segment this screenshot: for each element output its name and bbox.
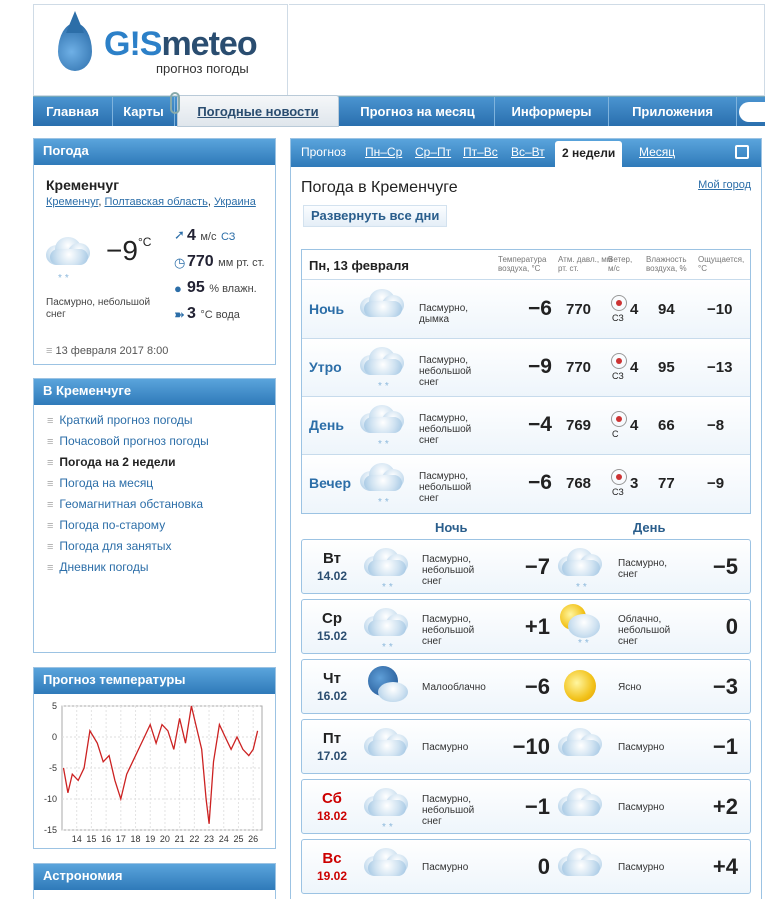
nav-home[interactable]: Главная	[33, 97, 113, 126]
breadcrumb-region[interactable]: Полтавская область	[104, 196, 208, 208]
panel-title: Погода	[34, 139, 275, 165]
day-description: Ясно	[618, 682, 642, 693]
day-temp: +4	[712, 854, 738, 879]
day-column-label: День	[633, 520, 666, 535]
cloud-icon	[360, 289, 404, 319]
today-row[interactable]	[302, 397, 750, 455]
today-header	[302, 250, 750, 280]
chart-x-tick-label: 21	[174, 834, 185, 844]
menu-hourly-forecast[interactable]: ≡ Почасовой прогноз погоды	[47, 434, 209, 448]
night-description: Малооблачно	[422, 682, 486, 693]
period-name: Утро	[309, 359, 342, 375]
night-temp: −7	[524, 554, 550, 579]
day-date: 16.02	[316, 689, 348, 703]
my-city-link[interactable]: Мой город	[698, 179, 751, 191]
day-weekday: Чт	[323, 670, 341, 687]
current-description: Пасмурно, небольшой снег	[46, 297, 151, 320]
cloud-snow-icon: **	[360, 405, 404, 435]
period-humidity: 66	[658, 417, 675, 434]
water-drop-icon: ●	[174, 281, 182, 296]
nav-weather-news-label: Погодные новости	[197, 104, 319, 119]
night-temp: −1	[524, 794, 550, 819]
forecast-main	[290, 138, 762, 899]
period-wind-speed: 4	[630, 301, 639, 318]
tab-mon-wed[interactable]: Пн–Ср	[365, 145, 403, 159]
cloud-snow-icon: **	[364, 608, 408, 638]
logo-box[interactable]	[33, 4, 288, 96]
night-description: Пасмурно, небольшой снег	[422, 554, 475, 587]
cloud-snow-icon: **	[364, 548, 408, 578]
day-row[interactable]	[301, 539, 751, 594]
main-nav	[33, 96, 765, 126]
chart-y-tick-label: -5	[48, 763, 57, 773]
today-row[interactable]	[302, 339, 750, 397]
current-humidity: 95 % влажн.	[187, 279, 257, 296]
period-wind-dir: С	[612, 429, 619, 439]
forecast-tabs	[291, 139, 761, 167]
today-block	[301, 249, 751, 514]
period-temp: −6	[528, 297, 552, 320]
period-wind-dir: СЗ	[612, 313, 624, 323]
day-weekday: Пт	[322, 730, 342, 747]
banner-area	[289, 4, 765, 96]
menu-diary[interactable]: ≡ Дневник погоды	[47, 560, 148, 574]
day-weekday: Сб	[322, 790, 342, 807]
day-description: Пасмурно	[618, 802, 665, 813]
chart-x-tick-label: 14	[71, 834, 82, 844]
chart-x-tick-label: 19	[145, 834, 156, 844]
day-temp: 0	[725, 614, 738, 639]
period-description: Пасмурно, небольшой снег	[419, 355, 472, 388]
period-name: Ночь	[309, 301, 345, 317]
night-temp: −6	[524, 674, 550, 699]
day-temp: +2	[712, 794, 738, 819]
breadcrumb-country[interactable]: Украина	[213, 196, 256, 208]
city-menu-panel	[33, 378, 276, 653]
wind-direction-icon	[611, 353, 627, 369]
chart-y-tick-label: -15	[43, 825, 57, 835]
fish-icon: ➽	[174, 307, 185, 322]
period-feels-like: −10	[707, 301, 733, 318]
period-wind-dir: СЗ	[612, 371, 624, 381]
period-temp: −9	[528, 355, 552, 378]
wind-direction-icon	[611, 411, 627, 427]
period-wind-speed: 4	[630, 417, 639, 434]
tab-month[interactable]: Месяц	[639, 145, 676, 159]
cloud-snow-icon: **	[364, 788, 408, 818]
night-temp: +1	[524, 614, 550, 639]
night-description: Пасмурно	[422, 742, 469, 753]
current-water-temp: 3 °С вода	[187, 305, 240, 322]
day-date: 14.02	[316, 569, 348, 583]
menu-two-weeks[interactable]: ≡ Погода на 2 недели	[47, 455, 176, 469]
period-feels-like: −8	[707, 417, 725, 434]
today-row[interactable]	[302, 455, 750, 513]
period-description: Пасмурно, небольшой снег	[419, 413, 472, 446]
current-temp: $-9^{^\circ C}$	[106, 235, 152, 266]
cloud-icon	[558, 788, 602, 818]
day-row[interactable]	[301, 659, 751, 714]
day-date: 19.02	[316, 869, 348, 883]
chart-y-tick-label: -10	[43, 794, 57, 804]
menu-old-style[interactable]: ≡ Погода по-старому	[47, 518, 165, 532]
cloud-icon	[364, 728, 408, 758]
nav-apps[interactable]: Приложения	[609, 97, 737, 126]
period-wind-dir: СЗ	[612, 487, 624, 497]
period-pressure: 770	[566, 359, 592, 376]
day-date: 18.02	[316, 809, 348, 823]
col-feels-header: Ощущается, °С	[698, 255, 745, 273]
print-icon[interactable]	[735, 145, 749, 159]
panel-title: В Кременчуге	[34, 379, 275, 405]
current-pressure: 770 мм рт. ст.	[187, 253, 265, 270]
chart-x-tick-label: 25	[233, 834, 244, 844]
night-temp: −10	[512, 734, 550, 759]
period-name: День	[309, 417, 344, 433]
nav-informers[interactable]: Информеры	[495, 97, 609, 126]
day-weekday: Вт	[323, 550, 341, 567]
chart-x-tick-label: 23	[204, 834, 215, 844]
paperclip-icon	[170, 92, 180, 114]
period-feels-like: −9	[707, 475, 725, 492]
day-description: Пасмурно, снег	[618, 558, 668, 580]
search-input[interactable]	[739, 102, 765, 122]
night-description: Пасмурно, небольшой снег	[422, 614, 475, 647]
col-temp-header: Температура воздуха, °С	[498, 255, 547, 273]
period-humidity: 95	[658, 359, 675, 376]
day-date: 17.02	[316, 749, 348, 763]
barometer-icon: ◷	[174, 255, 186, 270]
page-title: Погода в Кременчуге	[301, 179, 458, 196]
day-date: 15.02	[316, 629, 348, 643]
panel-title: Прогноз температуры	[34, 668, 275, 694]
day-row[interactable]	[301, 719, 751, 774]
night-column-label: Ночь	[435, 520, 468, 535]
wind-arrow-icon: ➚	[174, 227, 185, 242]
chart-x-tick-label: 26	[248, 834, 259, 844]
day-row[interactable]	[301, 779, 751, 834]
night-temp: 0	[537, 854, 550, 879]
current-wind: 4 м/с СЗ	[187, 227, 236, 244]
period-wind-speed: 3	[630, 475, 639, 492]
cloud-snow-icon: **	[46, 237, 90, 267]
tab-wed-fri[interactable]: Ср–Пт	[415, 145, 452, 159]
moon-cloud-icon	[364, 666, 408, 706]
cloud-snow-icon: **	[360, 347, 404, 377]
chart-x-tick-label: 24	[218, 834, 229, 844]
today-date: Пн, 13 февраля	[309, 258, 409, 273]
chart-y-tick-label: 5	[51, 701, 57, 711]
sun-icon	[564, 670, 596, 702]
day-description: Облачно, небольшой снег	[618, 614, 671, 647]
update-time: ≡ 13 февраля 2017 8:00	[46, 345, 169, 357]
period-name: Вечер	[309, 475, 352, 491]
day-temp: −5	[712, 554, 738, 579]
temp-forecast-panel	[33, 667, 276, 849]
astronomy-panel	[33, 863, 276, 899]
period-humidity: 77	[658, 475, 675, 492]
period-temp: −6	[528, 471, 552, 494]
period-temp: −4	[528, 413, 552, 436]
period-pressure: 768	[566, 475, 592, 492]
expand-all-button[interactable]: Развернуть все дни	[303, 205, 447, 227]
period-pressure: 769	[566, 417, 592, 434]
day-description: Пасмурно	[618, 742, 665, 753]
nav-weather-news[interactable]	[177, 95, 339, 127]
period-feels-like: −13	[707, 359, 733, 376]
day-row[interactable]	[301, 599, 751, 654]
nav-month-forecast[interactable]: Прогноз на месяц	[341, 97, 495, 126]
cloud-icon	[364, 848, 408, 878]
menu-short-forecast[interactable]: ≡ Краткий прогноз погоды	[47, 413, 193, 427]
period-description: Пасмурно, дымка	[419, 303, 469, 325]
chart-x-tick-label: 18	[130, 834, 141, 844]
sun-cloud-snow-icon: **	[558, 604, 602, 648]
day-description: Пасмурно	[618, 862, 665, 873]
night-description: Пасмурно, небольшой снег	[422, 794, 475, 827]
menu-month[interactable]: ≡ Погода на месяц	[47, 476, 153, 490]
cloud-snow-icon: **	[558, 548, 602, 578]
period-wind-speed: 4	[630, 359, 639, 376]
day-weekday: Вс	[322, 850, 342, 867]
temperature-chart	[34, 694, 275, 848]
wind-direction-icon	[611, 295, 627, 311]
chart-x-tick-label: 16	[101, 834, 112, 844]
nav-maps[interactable]: Карты	[113, 97, 175, 126]
chart-x-tick-label: 22	[189, 834, 200, 844]
cloud-snow-icon: **	[360, 463, 404, 493]
col-humidity-header: Влажность воздуха, %	[646, 255, 687, 273]
cloud-icon	[558, 728, 602, 758]
period-humidity: 94	[658, 301, 675, 318]
col-pressure-header: Атм. давл., мм рт. ст.	[558, 255, 613, 273]
gismeteo-drop-icon	[58, 23, 92, 71]
breadcrumb-city[interactable]: Кременчуг	[46, 196, 99, 208]
current-weather-panel	[33, 138, 276, 365]
panel-title: Астрономия	[34, 864, 275, 890]
wind-direction-icon	[611, 469, 627, 485]
tab-sun-tue[interactable]: Вс–Вт	[511, 145, 545, 159]
chart-x-tick-label: 15	[86, 834, 97, 844]
today-row[interactable]	[302, 281, 750, 339]
period-description: Пасмурно, небольшой снег	[419, 471, 472, 504]
night-description: Пасмурно	[422, 862, 469, 873]
menu-busy[interactable]: ≡ Погода для занятых	[47, 539, 172, 553]
city-name: Кременчуг	[46, 177, 120, 193]
logo-subtitle: прогноз погоды	[156, 61, 249, 76]
day-row[interactable]	[301, 839, 751, 894]
day-weekday: Ср	[322, 610, 342, 627]
tab-two-weeks[interactable]: 2 недели	[555, 141, 622, 167]
breadcrumb: Кременчуг, Полтавская область, Украина	[46, 196, 256, 208]
day-temp: −1	[712, 734, 738, 759]
day-temp: −3	[712, 674, 738, 699]
col-wind-header: Ветер, м/с	[608, 255, 633, 273]
tab-forecast[interactable]: Прогноз	[301, 145, 347, 159]
chart-y-tick-label: 0	[51, 732, 57, 742]
period-pressure: 770	[566, 301, 592, 318]
tab-fri-sun[interactable]: Пт–Вс	[463, 145, 498, 159]
cloud-icon	[558, 848, 602, 878]
menu-geomagnetic[interactable]: ≡ Геомагнитная обстановка	[47, 497, 203, 511]
chart-x-tick-label: 20	[159, 834, 170, 844]
logo-text: G!Smeteo	[104, 25, 257, 63]
chart-x-tick-label: 17	[115, 834, 126, 844]
